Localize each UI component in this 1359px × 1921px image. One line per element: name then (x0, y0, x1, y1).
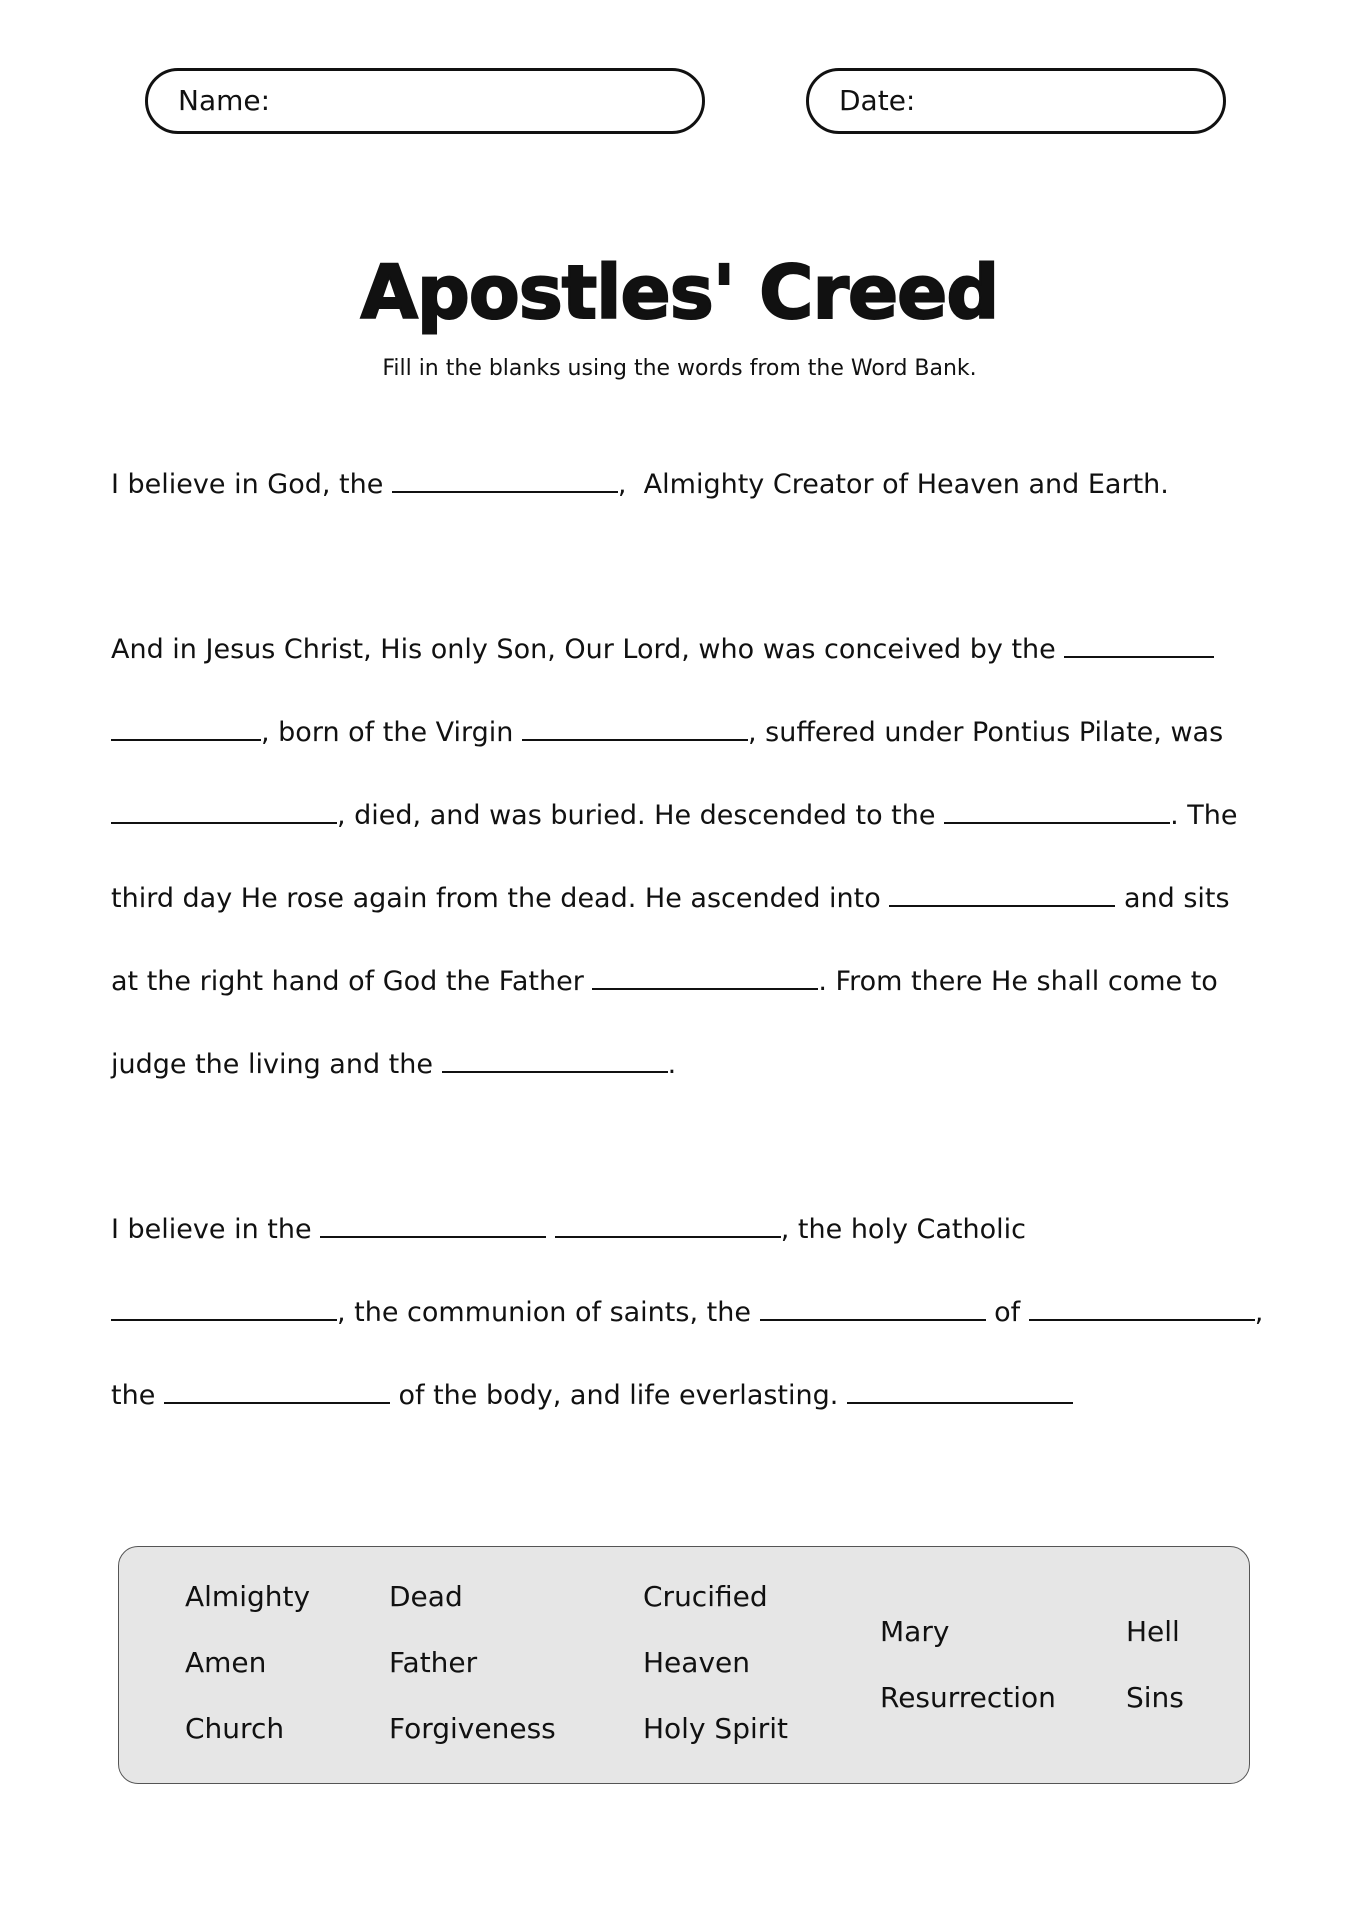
word-bank-item: Father (389, 1646, 478, 1679)
creed-line (111, 630, 1214, 670)
word-bank-item: Amen (185, 1646, 267, 1679)
creed-text: , (1254, 1297, 1264, 1328)
creed-line (111, 1210, 1026, 1250)
page-title: Apostles' Creed (360, 250, 999, 336)
creed-line (111, 1293, 1263, 1333)
creed-text: , suffered under Pontius Pilate, was (747, 717, 1224, 748)
word-bank-item: Forgiveness (389, 1712, 556, 1745)
word-bank-item: Holy Spirit (643, 1712, 789, 1745)
blank-answer[interactable] (944, 796, 1170, 824)
creed-text: , born of the Virgin (261, 717, 522, 748)
name-label: Name: (178, 84, 271, 117)
word-bank-item: Sins (1126, 1681, 1184, 1714)
blank-answer[interactable] (111, 713, 261, 741)
creed-text: , the holy Catholic (780, 1214, 1026, 1245)
creed-line (111, 465, 1169, 505)
word-bank-item: Hell (1126, 1615, 1180, 1648)
creed-text: I believe in the (111, 1214, 321, 1245)
creed-line (111, 796, 1237, 836)
date-label: Date: (839, 84, 916, 117)
creed-text: of (985, 1297, 1029, 1328)
blank-answer[interactable] (320, 1210, 546, 1238)
word-bank-item: Resurrection (880, 1681, 1056, 1714)
word-bank (118, 1546, 1250, 1784)
blank-answer[interactable] (592, 962, 818, 990)
creed-line (111, 1376, 1073, 1416)
blank-answer[interactable] (847, 1376, 1073, 1404)
creed-text: third day He rose again from the dead. He ascended into (111, 883, 890, 914)
word-bank-item: Crucified (643, 1580, 768, 1613)
blank-answer[interactable] (164, 1376, 390, 1404)
creed-line (111, 962, 1218, 1002)
creed-text: the (111, 1380, 164, 1411)
blank-answer[interactable] (111, 796, 337, 824)
creed-line (111, 879, 1230, 919)
creed-text: I believe in God, the (111, 469, 392, 500)
blank-answer[interactable] (1029, 1293, 1255, 1321)
word-bank-item: Church (185, 1712, 285, 1745)
word-bank-item: Dead (389, 1580, 463, 1613)
blank-answer[interactable] (1064, 630, 1214, 658)
creed-text (546, 1214, 555, 1245)
instruction-text: Fill in the blanks using the words from the Word Bank. (382, 356, 977, 381)
blank-answer[interactable] (392, 465, 618, 493)
creed-text: , the communion of saints, the (337, 1297, 760, 1328)
name-field[interactable] (145, 68, 705, 134)
blank-answer[interactable] (111, 1293, 337, 1321)
creed-text: . (667, 1049, 677, 1080)
creed-text: judge the living and the (111, 1049, 442, 1080)
creed-line (111, 713, 1223, 753)
creed-text: at the right hand of God the Father (111, 966, 593, 997)
blank-answer[interactable] (889, 879, 1115, 907)
date-field[interactable] (806, 68, 1226, 134)
creed-text: of the body, and life everlasting. (389, 1380, 847, 1411)
creed-text: . The (1170, 800, 1238, 831)
word-bank-item: Heaven (643, 1646, 750, 1679)
creed-text: , died, and was buried. He descended to the (337, 800, 945, 831)
word-bank-item: Almighty (185, 1580, 311, 1613)
blank-answer[interactable] (555, 1210, 781, 1238)
word-bank-item: Mary (880, 1615, 950, 1648)
creed-text: . From there He shall come to (818, 966, 1218, 997)
creed-text: , Almighty Creator of Heaven and Earth. (617, 469, 1169, 500)
blank-answer[interactable] (522, 713, 748, 741)
creed-text: and sits (1115, 883, 1230, 914)
blank-answer[interactable] (442, 1045, 668, 1073)
blank-answer[interactable] (760, 1293, 986, 1321)
creed-line (111, 1045, 676, 1085)
creed-text: And in Jesus Christ, His only Son, Our Lord, who was conceived by the (111, 634, 1065, 665)
